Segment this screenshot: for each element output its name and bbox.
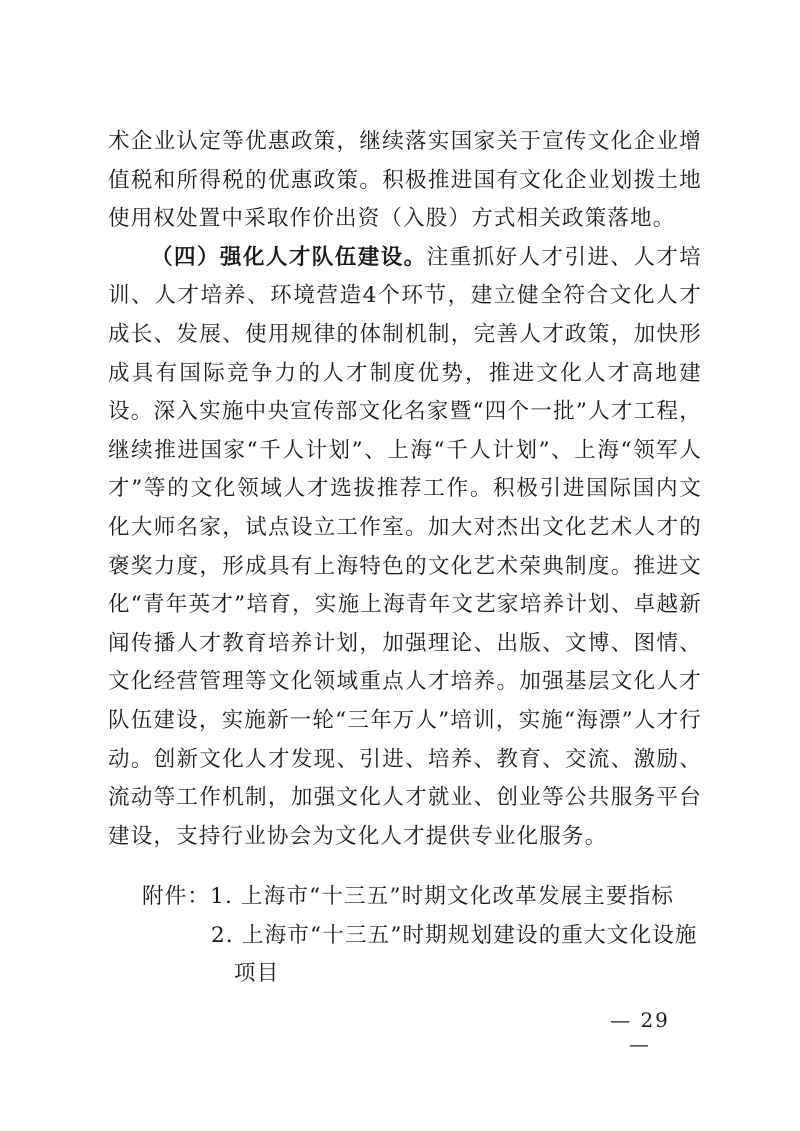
attachments-label: 附件： xyxy=(142,884,211,909)
paragraph-2-text: 注重抓好人才引进、人才培训、人才培养、环境营造4个环节，建立健全符合文化人才成长、发展、使用规律的体制机制，完善人才政策，加快形成具有国际竞争力的人才制度优势，推进文化人才高地建设。深入实施中央宣传部文化名家暨“四个一批”人才工程，继续推进国家“千人计划”、上海“千人计划”、上海“领军人才”等的文化领域人才选拔推荐工作。积极引进国际国内文化大师名家，试点设立工作室。加大对杰出文化艺术人才的褒奖力度，形成具有上海特色的文化艺术荣典制度。推进文化“青年英才”培育，实施上海青年文艺家培养计划、卓越新闻传播人才教育培养计划，加强理论、出版、文博、图情、文化经营管理等文化领域重点人才培养。加强基层文化人才队伍建设，实施新一轮“三年万人”培训，实施“海漂”人才行动。创新文化人才发现、引进、培养、教育、交流、激励、流动等工作机制，加强文化人才就业、创业等公共服务平台建设，支持行业协会为文化人才提供专业化服务。 xyxy=(108,244,703,849)
paragraph-1: 术企业认定等优惠政策，继续落实国家关于宣传文化企业增值税和所得税的优惠政策。积极推进国有文化企业划拨土地使用权处置中采取作价出资（入股）方式相关政策落地。 xyxy=(108,129,702,232)
attachment-item-2: 2. 上海市“十三五”时期规划建设的重大文化设施 xyxy=(211,922,698,948)
attachment-item-2-continued: 项目 xyxy=(234,961,280,987)
body-text xyxy=(108,123,702,856)
page-number: — 29 — xyxy=(610,1008,670,1056)
attachment-item-1: 1. 上海市“十三五”时期文化改革发展主要指标 xyxy=(210,884,675,909)
paragraph-2 xyxy=(108,239,702,857)
attachments xyxy=(142,878,722,994)
section-heading: （四）强化人才队伍建设。 xyxy=(151,244,427,270)
attachment-item-1-row xyxy=(142,878,722,917)
